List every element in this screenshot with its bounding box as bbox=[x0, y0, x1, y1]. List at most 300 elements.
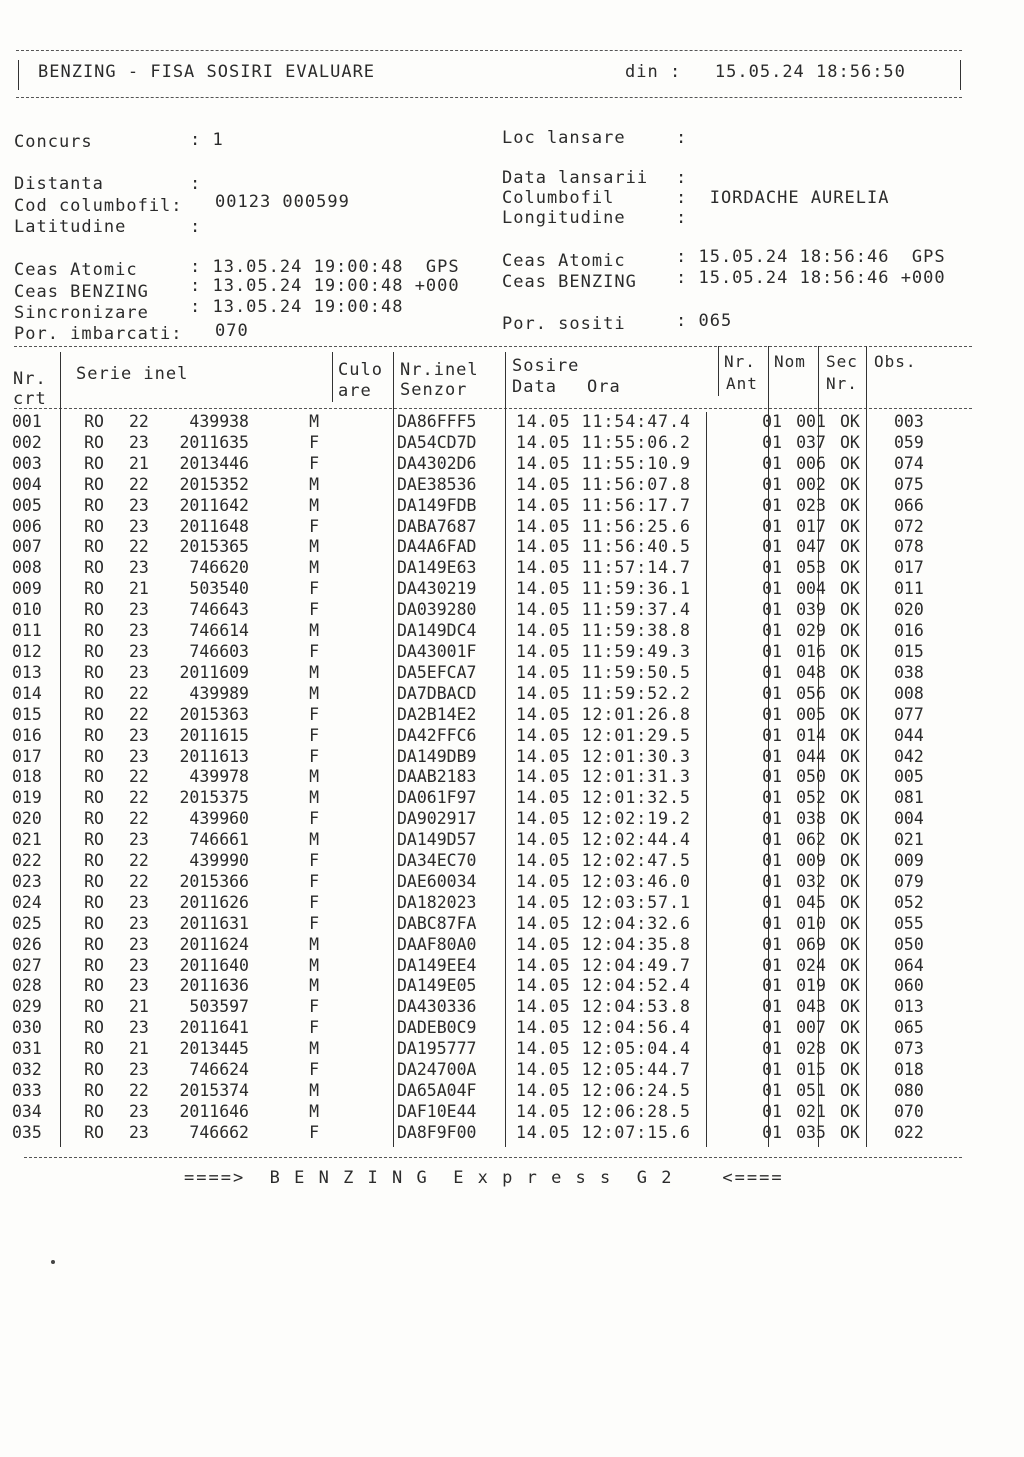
row-year: 23 bbox=[129, 1018, 149, 1038]
row-arrival-time: 11:56:17.7 bbox=[581, 495, 691, 515]
row-arrival-date: 14.05 bbox=[516, 788, 571, 808]
table-row bbox=[12, 684, 954, 705]
col-header-data: Data bbox=[512, 377, 557, 397]
row-sensor-ring: DA195777 bbox=[397, 1039, 477, 1059]
row-ring-number: 439989 bbox=[189, 683, 249, 703]
row-nom: 010 bbox=[796, 913, 826, 933]
row-color bbox=[331, 851, 393, 872]
row-ring-number: 746662 bbox=[189, 1122, 249, 1142]
row-ring-number: 746643 bbox=[189, 600, 249, 620]
row-country: RO bbox=[84, 934, 104, 954]
row-sec: OK bbox=[840, 453, 860, 473]
row-color bbox=[331, 600, 393, 621]
row-nr-crt: 009 bbox=[12, 579, 42, 599]
row-sex: F bbox=[309, 1060, 319, 1080]
row-antenna: 01 bbox=[762, 913, 782, 933]
row-sensor-ring: DADEB0C9 bbox=[397, 1018, 477, 1038]
row-antenna: 01 bbox=[762, 558, 782, 578]
row-year: 23 bbox=[129, 892, 149, 912]
row-country: RO bbox=[84, 683, 104, 703]
row-nom: 045 bbox=[796, 892, 826, 912]
row-arrival-time: 12:04:32.6 bbox=[581, 913, 691, 933]
row-color bbox=[331, 1039, 393, 1060]
row-arrival-date: 14.05 bbox=[516, 683, 571, 703]
table-row bbox=[12, 872, 954, 893]
row-color bbox=[331, 433, 393, 454]
row-arrival-time: 12:04:53.8 bbox=[581, 997, 691, 1017]
table-row bbox=[12, 1018, 954, 1039]
row-nr-crt: 013 bbox=[12, 662, 42, 682]
row-arrival-datetime bbox=[512, 788, 726, 809]
longitudine-value: : bbox=[676, 208, 688, 228]
row-sensor-ring: DAE60034 bbox=[397, 871, 477, 891]
row-sex: M bbox=[309, 788, 319, 808]
row-antenna: 01 bbox=[762, 537, 782, 557]
sincronizare-value: : 13.05.24 19:00:48 bbox=[190, 297, 404, 317]
row-nom: 069 bbox=[796, 934, 826, 954]
row-sex: F bbox=[309, 913, 319, 933]
row-arrival-date: 14.05 bbox=[516, 892, 571, 912]
table-row bbox=[12, 956, 954, 977]
row-sex: M bbox=[309, 976, 319, 996]
row-nom: 016 bbox=[796, 641, 826, 661]
row-sex: F bbox=[309, 997, 319, 1017]
header-border-left bbox=[18, 60, 19, 90]
row-arrival-time: 12:06:28.5 bbox=[581, 1101, 691, 1121]
row-ring-number: 503540 bbox=[189, 579, 249, 599]
row-sex: F bbox=[309, 641, 319, 661]
row-arrival-time: 12:04:56.4 bbox=[581, 1018, 691, 1038]
table-row bbox=[12, 558, 954, 579]
row-arrival-date: 14.05 bbox=[516, 913, 571, 933]
row-obs: 015 bbox=[894, 641, 924, 661]
row-arrival-time: 11:56:40.5 bbox=[581, 537, 691, 557]
row-nom: 028 bbox=[796, 1039, 826, 1059]
row-arrival-date: 14.05 bbox=[516, 976, 571, 996]
row-year: 23 bbox=[129, 934, 149, 954]
row-nom: 004 bbox=[796, 579, 826, 599]
row-nr-crt: 027 bbox=[12, 955, 42, 975]
row-color bbox=[331, 872, 393, 893]
row-country: RO bbox=[84, 662, 104, 682]
row-nr-crt: 018 bbox=[12, 767, 42, 787]
row-country: RO bbox=[84, 516, 104, 536]
distanta-value: : bbox=[190, 174, 202, 194]
row-sex: M bbox=[309, 767, 319, 787]
row-sensor-ring: DABA7687 bbox=[397, 516, 477, 536]
row-antenna: 01 bbox=[762, 976, 782, 996]
row-arrival-time: 12:01:30.3 bbox=[581, 746, 691, 766]
col-header-obs: Obs. bbox=[874, 352, 917, 371]
row-arrival-time: 12:01:31.3 bbox=[581, 767, 691, 787]
row-sensor-ring: DA7DBACD bbox=[397, 683, 477, 703]
row-sec: OK bbox=[840, 830, 860, 850]
row-color bbox=[331, 1102, 393, 1123]
row-sensor-ring: DA182023 bbox=[397, 892, 477, 912]
row-arrival-datetime bbox=[512, 872, 726, 893]
row-antenna: 01 bbox=[762, 432, 782, 452]
row-obs: 021 bbox=[894, 830, 924, 850]
row-color bbox=[331, 893, 393, 914]
row-ring-number: 2011640 bbox=[179, 955, 249, 975]
row-arrival-datetime bbox=[512, 956, 726, 977]
row-color bbox=[331, 747, 393, 768]
row-year: 23 bbox=[129, 976, 149, 996]
row-arrival-datetime bbox=[512, 642, 726, 663]
ceas-atomic-label-left: Ceas Atomic bbox=[14, 260, 138, 280]
row-country: RO bbox=[84, 725, 104, 745]
row-arrival-datetime bbox=[512, 1060, 726, 1081]
table-row bbox=[12, 642, 954, 663]
row-color bbox=[331, 1018, 393, 1039]
table-row bbox=[12, 788, 954, 809]
cod-columbofil-label: Cod columbofil: bbox=[14, 196, 183, 216]
loc-lansare-value: : bbox=[676, 128, 688, 148]
row-obs: 066 bbox=[894, 495, 924, 515]
row-color bbox=[331, 1060, 393, 1081]
row-color bbox=[331, 621, 393, 642]
row-ring-number: 439938 bbox=[189, 412, 249, 431]
row-obs: 075 bbox=[894, 474, 924, 494]
row-nr-crt: 024 bbox=[12, 892, 42, 912]
row-nr-crt: 017 bbox=[12, 746, 42, 766]
row-obs: 004 bbox=[894, 809, 924, 829]
row-color bbox=[331, 517, 393, 538]
row-ring-number: 2011609 bbox=[179, 662, 249, 682]
arrivals-table bbox=[12, 412, 954, 1144]
porumbei-sositi-value: : 065 bbox=[676, 311, 733, 331]
row-arrival-datetime bbox=[512, 1039, 726, 1060]
row-color bbox=[331, 830, 393, 851]
row-arrival-datetime bbox=[512, 893, 726, 914]
row-nr-crt: 007 bbox=[12, 537, 42, 557]
row-year: 23 bbox=[129, 558, 149, 578]
row-sec: OK bbox=[840, 746, 860, 766]
row-ring-number: 2013446 bbox=[179, 453, 249, 473]
row-country: RO bbox=[84, 432, 104, 452]
row-sensor-ring: DA061F97 bbox=[397, 788, 477, 808]
row-arrival-time: 12:01:26.8 bbox=[581, 704, 691, 724]
row-ring-number: 439960 bbox=[189, 809, 249, 829]
row-country: RO bbox=[84, 976, 104, 996]
row-color bbox=[331, 726, 393, 747]
row-sensor-ring: DA24700A bbox=[397, 1060, 477, 1080]
row-nr-crt: 028 bbox=[12, 976, 42, 996]
row-nr-crt: 026 bbox=[12, 934, 42, 954]
col-header-nr-inel: Nr.inel bbox=[400, 360, 479, 380]
row-ring-number: 2015352 bbox=[179, 474, 249, 494]
row-nr-crt: 021 bbox=[12, 830, 42, 850]
row-year: 22 bbox=[129, 767, 149, 787]
row-arrival-time: 12:03:46.0 bbox=[581, 871, 691, 891]
row-arrival-datetime bbox=[512, 851, 726, 872]
row-sensor-ring: DA149E05 bbox=[397, 976, 477, 996]
ceas-benzing-label-right: Ceas BENZING bbox=[502, 272, 637, 292]
row-obs: 077 bbox=[894, 704, 924, 724]
row-obs: 044 bbox=[894, 725, 924, 745]
row-sensor-ring: DA8F9F00 bbox=[397, 1122, 477, 1142]
row-antenna: 01 bbox=[762, 1122, 782, 1142]
row-obs: 079 bbox=[894, 871, 924, 891]
row-arrival-time: 12:02:19.2 bbox=[581, 809, 691, 829]
row-ring-number: 2011648 bbox=[179, 516, 249, 536]
row-arrival-time: 12:04:52.4 bbox=[581, 976, 691, 996]
row-sensor-ring: DA902917 bbox=[397, 809, 477, 829]
row-sec: OK bbox=[840, 474, 860, 494]
row-arrival-date: 14.05 bbox=[516, 1101, 571, 1121]
row-year: 23 bbox=[129, 641, 149, 661]
row-nr-crt: 035 bbox=[12, 1122, 42, 1142]
report-date-label: din : bbox=[625, 62, 682, 82]
row-sex: F bbox=[309, 871, 319, 891]
row-obs: 080 bbox=[894, 1081, 924, 1100]
row-antenna: 01 bbox=[762, 871, 782, 891]
row-ring-number: 746603 bbox=[189, 641, 249, 661]
row-ring-number: 503597 bbox=[189, 997, 249, 1017]
row-arrival-time: 11:59:36.1 bbox=[581, 579, 691, 599]
row-color bbox=[331, 1081, 393, 1102]
row-obs: 064 bbox=[894, 955, 924, 975]
row-arrival-date: 14.05 bbox=[516, 600, 571, 620]
row-arrival-datetime bbox=[512, 935, 726, 956]
row-color bbox=[331, 997, 393, 1018]
row-obs: 038 bbox=[894, 662, 924, 682]
row-arrival-time: 12:02:44.4 bbox=[581, 830, 691, 850]
row-arrival-time: 11:59:52.2 bbox=[581, 683, 691, 703]
row-nom: 019 bbox=[796, 976, 826, 996]
row-arrival-datetime bbox=[512, 1123, 726, 1144]
row-arrival-time: 12:02:47.5 bbox=[581, 851, 691, 871]
table-header-border-bottom bbox=[14, 408, 972, 409]
row-ring-number: 746620 bbox=[189, 558, 249, 578]
row-nom: 056 bbox=[796, 683, 826, 703]
row-color bbox=[331, 705, 393, 726]
row-ring-number: 2011626 bbox=[179, 892, 249, 912]
row-arrival-time: 11:59:50.5 bbox=[581, 662, 691, 682]
row-arrival-time: 12:06:24.5 bbox=[581, 1081, 691, 1100]
row-sec: OK bbox=[840, 1101, 860, 1121]
row-arrival-date: 14.05 bbox=[516, 851, 571, 871]
row-obs: 005 bbox=[894, 767, 924, 787]
row-arrival-date: 14.05 bbox=[516, 474, 571, 494]
data-lansarii-value: : bbox=[676, 168, 688, 188]
row-antenna: 01 bbox=[762, 955, 782, 975]
row-sex: F bbox=[309, 432, 319, 452]
row-arrival-datetime bbox=[512, 517, 726, 538]
row-antenna: 01 bbox=[762, 453, 782, 473]
table-row bbox=[12, 621, 954, 642]
col-header-nr: Nr. bbox=[13, 369, 47, 389]
row-country: RO bbox=[84, 704, 104, 724]
row-antenna: 01 bbox=[762, 516, 782, 536]
row-arrival-datetime bbox=[512, 558, 726, 579]
row-antenna: 01 bbox=[762, 621, 782, 641]
row-sec: OK bbox=[840, 1081, 860, 1100]
sincronizare-label: Sincronizare bbox=[14, 303, 149, 323]
row-antenna: 01 bbox=[762, 1060, 782, 1080]
row-country: RO bbox=[84, 495, 104, 515]
table-row bbox=[12, 1081, 954, 1102]
row-arrival-date: 14.05 bbox=[516, 558, 571, 578]
row-year: 23 bbox=[129, 1101, 149, 1121]
row-nom: 009 bbox=[796, 851, 826, 871]
row-sec: OK bbox=[840, 871, 860, 891]
row-ring-number: 746614 bbox=[189, 621, 249, 641]
row-nom: 053 bbox=[796, 558, 826, 578]
row-color bbox=[331, 767, 393, 788]
row-color bbox=[331, 412, 393, 433]
row-antenna: 01 bbox=[762, 600, 782, 620]
row-color bbox=[331, 663, 393, 684]
row-obs: 073 bbox=[894, 1039, 924, 1059]
row-obs: 072 bbox=[894, 516, 924, 536]
row-sensor-ring: DA4A6FAD bbox=[397, 537, 477, 557]
row-country: RO bbox=[84, 412, 104, 431]
row-ring-number: 2015363 bbox=[179, 704, 249, 724]
row-color bbox=[331, 684, 393, 705]
row-arrival-date: 14.05 bbox=[516, 704, 571, 724]
row-obs: 013 bbox=[894, 997, 924, 1017]
row-sex: F bbox=[309, 851, 319, 871]
row-arrival-date: 14.05 bbox=[516, 934, 571, 954]
row-nom: 002 bbox=[796, 474, 826, 494]
row-arrival-time: 11:56:25.6 bbox=[581, 516, 691, 536]
row-sec: OK bbox=[840, 412, 860, 431]
row-arrival-time: 12:05:44.7 bbox=[581, 1060, 691, 1080]
row-arrival-date: 14.05 bbox=[516, 1060, 571, 1080]
row-year: 23 bbox=[129, 600, 149, 620]
row-sex: F bbox=[309, 1018, 319, 1038]
row-nom: 023 bbox=[796, 495, 826, 515]
row-arrival-date: 14.05 bbox=[516, 495, 571, 515]
row-arrival-datetime bbox=[512, 747, 726, 768]
row-sex: F bbox=[309, 453, 319, 473]
row-arrival-time: 11:57:14.7 bbox=[581, 558, 691, 578]
table-row bbox=[12, 1123, 954, 1144]
row-ring-number: 2011613 bbox=[179, 746, 249, 766]
row-obs: 016 bbox=[894, 621, 924, 641]
row-sec: OK bbox=[840, 851, 860, 871]
row-ring-number: 2015374 bbox=[179, 1081, 249, 1100]
row-nom: 048 bbox=[796, 662, 826, 682]
table-row bbox=[12, 412, 954, 433]
row-country: RO bbox=[84, 1018, 104, 1038]
row-obs: 020 bbox=[894, 600, 924, 620]
row-year: 23 bbox=[129, 495, 149, 515]
row-country: RO bbox=[84, 579, 104, 599]
row-arrival-time: 12:05:04.4 bbox=[581, 1039, 691, 1059]
row-antenna: 01 bbox=[762, 704, 782, 724]
row-year: 21 bbox=[129, 453, 149, 473]
row-nom: 001 bbox=[796, 412, 826, 431]
row-nr-crt: 034 bbox=[12, 1101, 42, 1121]
row-nom: 039 bbox=[796, 600, 826, 620]
row-obs: 018 bbox=[894, 1060, 924, 1080]
row-sensor-ring: DAF10E44 bbox=[397, 1101, 477, 1121]
row-sensor-ring: DA149DB9 bbox=[397, 746, 477, 766]
row-country: RO bbox=[84, 746, 104, 766]
row-country: RO bbox=[84, 1081, 104, 1100]
row-country: RO bbox=[84, 474, 104, 494]
row-arrival-datetime bbox=[512, 1102, 726, 1123]
row-color bbox=[331, 809, 393, 830]
row-color bbox=[331, 496, 393, 517]
row-arrival-date: 14.05 bbox=[516, 809, 571, 829]
row-antenna: 01 bbox=[762, 1039, 782, 1059]
row-ring-number: 2011636 bbox=[179, 976, 249, 996]
row-nom: 051 bbox=[796, 1081, 826, 1100]
row-obs: 050 bbox=[894, 934, 924, 954]
row-sensor-ring: DA43001F bbox=[397, 641, 477, 661]
row-sec: OK bbox=[840, 913, 860, 933]
col-header-serie-inel: Serie inel bbox=[76, 364, 189, 384]
row-nom: 047 bbox=[796, 537, 826, 557]
row-sex: M bbox=[309, 683, 319, 703]
row-nom: 043 bbox=[796, 997, 826, 1017]
ceas-atomic-label-right: Ceas Atomic bbox=[502, 251, 626, 271]
row-year: 23 bbox=[129, 830, 149, 850]
row-sex: M bbox=[309, 474, 319, 494]
table-row bbox=[12, 475, 954, 496]
concurs-value: : 1 bbox=[190, 130, 224, 150]
row-arrival-date: 14.05 bbox=[516, 955, 571, 975]
latitudine-label: Latitudine bbox=[14, 217, 127, 237]
row-antenna: 01 bbox=[762, 641, 782, 661]
row-arrival-datetime bbox=[512, 475, 726, 496]
row-nr-crt: 033 bbox=[12, 1081, 42, 1100]
row-sex: F bbox=[309, 725, 319, 745]
row-sex: M bbox=[309, 412, 319, 431]
row-sex: M bbox=[309, 1039, 319, 1059]
row-ring-number: 2013445 bbox=[179, 1039, 249, 1059]
row-sensor-ring: DA86FFF5 bbox=[397, 412, 477, 431]
row-arrival-date: 14.05 bbox=[516, 579, 571, 599]
table-row bbox=[12, 517, 954, 538]
row-color bbox=[331, 558, 393, 579]
row-nom: 017 bbox=[796, 516, 826, 536]
row-obs: 022 bbox=[894, 1122, 924, 1142]
row-country: RO bbox=[84, 558, 104, 578]
row-year: 23 bbox=[129, 516, 149, 536]
table-row bbox=[12, 726, 954, 747]
table-row bbox=[12, 809, 954, 830]
row-color bbox=[331, 475, 393, 496]
row-obs: 074 bbox=[894, 453, 924, 473]
concurs-label: Concurs bbox=[14, 132, 93, 152]
row-country: RO bbox=[84, 809, 104, 829]
row-arrival-time: 12:04:49.7 bbox=[581, 955, 691, 975]
row-antenna: 01 bbox=[762, 809, 782, 829]
col-header-nom: Nom bbox=[774, 352, 806, 371]
row-country: RO bbox=[84, 621, 104, 641]
row-arrival-date: 14.05 bbox=[516, 746, 571, 766]
row-ring-number: 2011631 bbox=[179, 913, 249, 933]
col-header-sosire: Sosire bbox=[512, 356, 580, 376]
row-sec: OK bbox=[840, 495, 860, 515]
row-arrival-datetime bbox=[512, 914, 726, 935]
table-row bbox=[12, 579, 954, 600]
row-country: RO bbox=[84, 1101, 104, 1121]
row-nr-crt: 014 bbox=[12, 683, 42, 703]
row-obs: 070 bbox=[894, 1101, 924, 1121]
table-row bbox=[12, 663, 954, 684]
table-row bbox=[12, 1060, 954, 1081]
row-arrival-datetime bbox=[512, 433, 726, 454]
row-sex: M bbox=[309, 1081, 319, 1100]
row-year: 23 bbox=[129, 621, 149, 641]
row-arrival-time: 11:59:38.8 bbox=[581, 621, 691, 641]
row-ring-number: 2011615 bbox=[179, 725, 249, 745]
